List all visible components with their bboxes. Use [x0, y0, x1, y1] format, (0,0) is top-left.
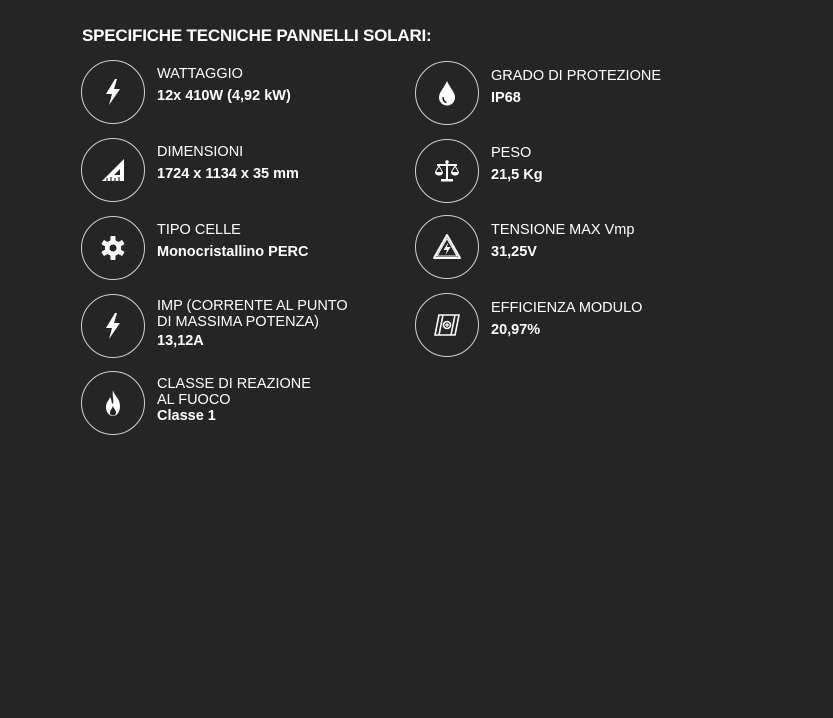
- spec-value: 13,12A: [157, 332, 204, 349]
- spec-value: IP68: [491, 90, 521, 106]
- spec-value: Classe 1: [157, 408, 216, 424]
- spec-dimensioni: [81, 138, 299, 202]
- spec-label: PESO: [491, 145, 532, 161]
- spec-label: AL FUOCO: [157, 392, 231, 408]
- flame-icon: [81, 371, 145, 435]
- scale-icon: [415, 139, 479, 203]
- spec-label: TENSIONE MAX Vmp: [491, 222, 635, 238]
- spec-peso: [415, 139, 543, 203]
- spec-label: DI MASSIMA POTENZA): [157, 313, 319, 330]
- gear-icon: [81, 216, 145, 280]
- spec-protezione: [415, 61, 661, 125]
- spec-value: 21,5 Kg: [491, 167, 543, 183]
- spec-label: EFFICIENZA MODULO: [491, 300, 643, 316]
- spec-value: 1724 x 1134 x 35 mm: [157, 166, 299, 182]
- spec-value: 20,97%: [491, 322, 541, 338]
- lightning-icon: [81, 60, 145, 124]
- spec-label: WATTAGGIO: [157, 66, 243, 82]
- page-title: SPECIFICHE TECNICHE PANNELLI SOLARI:: [82, 26, 432, 45]
- spec-tensione: [415, 215, 634, 279]
- lightning-icon: [81, 294, 145, 358]
- spec-tipo-celle: [81, 216, 308, 280]
- spec-label: CLASSE DI REAZIONE: [157, 376, 311, 392]
- panel-efficiency-icon: [415, 293, 479, 357]
- spec-wattaggio: [81, 60, 291, 124]
- spec-label: GRADO DI PROTEZIONE: [491, 68, 661, 84]
- spec-label: TIPO CELLE: [157, 222, 241, 238]
- spec-label: IMP (CORRENTE AL PUNTO: [157, 297, 348, 314]
- water-drop-icon: [415, 61, 479, 125]
- spec-classe: [81, 371, 311, 435]
- voltage-warning-icon: [415, 215, 479, 279]
- ruler-triangle-icon: [81, 138, 145, 202]
- spec-value: Monocristallino PERC: [157, 244, 309, 260]
- spec-value: 31,25V: [491, 244, 537, 260]
- spec-label: DIMENSIONI: [157, 144, 244, 160]
- spec-efficienza: [415, 293, 642, 357]
- spec-imp: [81, 294, 348, 358]
- spec-value: 12x 410W (4,92 kW): [157, 88, 291, 104]
